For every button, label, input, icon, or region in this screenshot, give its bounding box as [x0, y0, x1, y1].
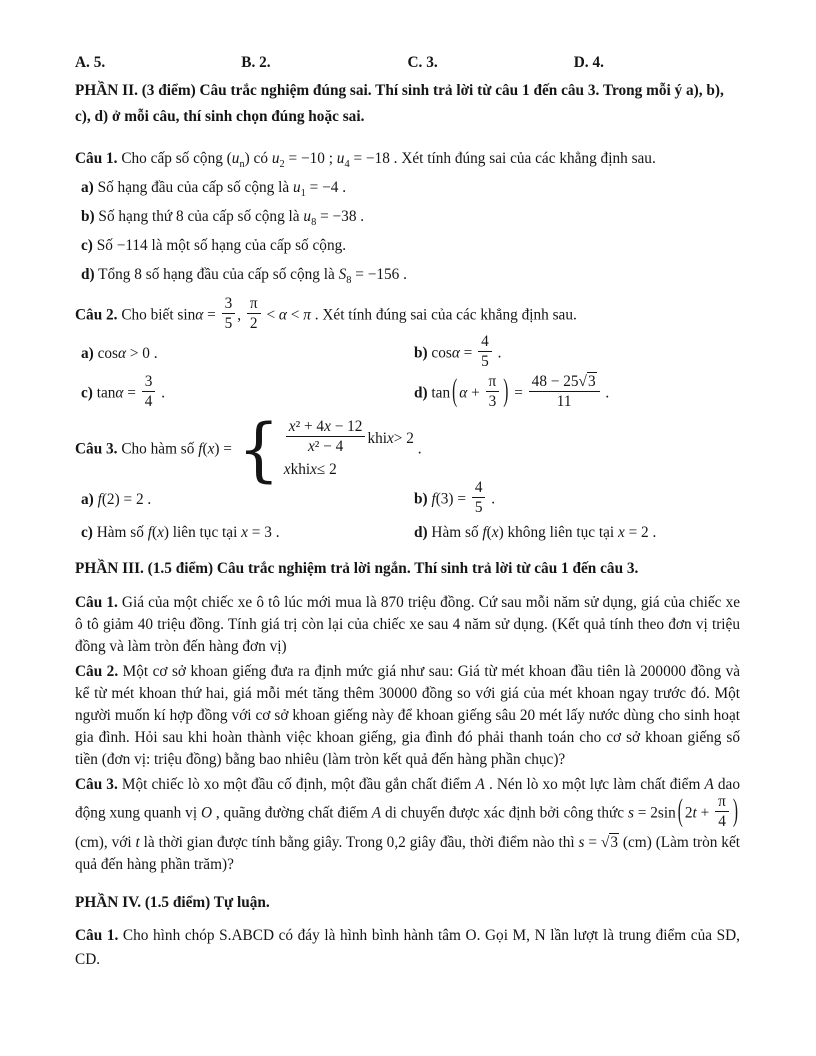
text-run: = −38 .: [316, 208, 365, 225]
text-run: π: [718, 793, 726, 810]
text-run: Cho hình chóp S.ABCD có đáy là hình bình hành tâm O. Gọi M, N lần lượt là trung điểm của SD, CD.: [75, 927, 741, 968]
radical-icon: √: [600, 834, 610, 851]
text-run: (: [202, 440, 208, 458]
math-italic-run: f: [431, 490, 436, 508]
math-italic-run: x: [617, 524, 625, 541]
text-run: di chuyển được xác định bởi công thức: [381, 804, 628, 822]
text-run: .: [413, 440, 422, 458]
math-sqrt: [579, 372, 597, 390]
text-run: tan: [427, 384, 451, 402]
part2-q3-options-cd: [81, 520, 740, 546]
text-run: Một cơ sở khoan giếng đưa ra định mức giá như sau: Giá từ mét khoan đầu tiên là 200000 đồng và kể từ mét khoan thứ hai, giá mỗi mét tăng thêm 30000 đồng so với giá của mét khoan ngay trước đó. Một người muốn kí hợp đồng với cơ sở khoan giếng này để khoan giếng sâu 20 mét lấy nước dùng cho sinh hoạt gia đình. Hỏi sau khi hoàn thành việc khoan giếng, gia đình đó phải thanh toán cho cơ sở khoan giếng số tiền (đơn vị: triệu đồng) bằng bao nhiêu (làm tròn kết quả đến hàng phần chục)?: [75, 663, 741, 768]
text-run: = 2sin: [633, 804, 676, 822]
text-run: > 0 .: [126, 345, 158, 362]
math-italic-run: x: [241, 524, 248, 541]
part2-q2-intro: [75, 295, 740, 334]
bold-text-run: Câu 1.: [75, 594, 118, 611]
text-run: Cho biết sin: [117, 306, 196, 324]
math-italic-run: f: [482, 524, 487, 541]
part2-q1-option-b: [81, 204, 740, 230]
curly-brace-icon: {: [237, 409, 280, 490]
text-run: =: [123, 384, 140, 402]
bold-text-run: d): [81, 266, 95, 283]
fraction-numerator: [286, 419, 366, 437]
math-subscript: n: [239, 159, 245, 171]
text-run: =: [459, 344, 477, 362]
bold-text-run: d): [414, 384, 428, 402]
piecewise-case-1: [284, 417, 414, 457]
math-italic-run: α: [451, 344, 460, 362]
math-italic-run: s: [578, 834, 585, 851]
text-run: = −156 .: [351, 266, 407, 283]
text-run: ) có: [244, 150, 272, 167]
text-run: <: [286, 306, 304, 324]
text-run: = 2 .: [624, 524, 657, 541]
text-run: .: [487, 490, 496, 508]
text-run: 2: [249, 315, 258, 332]
fraction-denominator: [715, 812, 729, 830]
fraction-denominator: [142, 392, 156, 410]
math-fraction: [472, 480, 486, 516]
fraction-denominator: [486, 392, 500, 410]
part2-q2-options: [81, 333, 740, 412]
text-run: là thời gian được tính bằng giây. Trong 0,2 giây đầu, thời điểm nào thì: [139, 834, 579, 851]
bold-text-run: b): [414, 344, 428, 362]
text-run: 48 − 25: [531, 373, 579, 390]
math-italic-run: s: [627, 804, 634, 822]
fraction-numerator: [715, 794, 729, 812]
text-run: ) không liên tục tại: [498, 524, 618, 541]
text-run: 5: [474, 499, 483, 516]
bold-text-run: b): [81, 208, 95, 225]
text-run: Số −114 là một số hạng của cấp số cộng.: [92, 237, 347, 254]
math-italic-run: O: [200, 804, 212, 822]
fraction-numerator: [222, 296, 236, 314]
fraction-numerator: [529, 374, 600, 392]
text-run: +: [696, 804, 714, 822]
fraction-denominator: [286, 437, 366, 455]
part2-q3-option-a: [81, 487, 414, 513]
math-italic-run: u: [231, 150, 240, 167]
fraction-numerator: [247, 296, 261, 314]
answer-option-b: B. 2.: [241, 54, 271, 71]
math-italic-run: α: [459, 384, 468, 402]
answer-options-row: [75, 50, 740, 76]
math-italic-run: α: [195, 306, 204, 324]
text-run: ≤ 2: [316, 460, 337, 478]
text-run: (3) =: [435, 490, 470, 508]
text-run: tan: [92, 384, 116, 402]
text-run: <: [262, 306, 279, 324]
text-run: Cho hàm số: [117, 440, 199, 458]
fraction-denominator: [529, 392, 600, 410]
text-run: 4: [481, 333, 489, 350]
answer-option-c: C. 3.: [407, 54, 438, 71]
math-italic-run: α: [278, 306, 287, 324]
bold-text-run: c): [81, 237, 93, 254]
text-run: Hàm số: [92, 524, 148, 541]
text-run: π: [488, 373, 497, 390]
part2-header: PHẦN II. (3 điểm) Câu trắc nghiệm đúng sai. Thí sinh trả lời từ câu 1 đến câu 3. Trong mỗi ý a), b), c), d) ở mỗi câu, thí sinh chọn đúng hoặc sai.: [75, 82, 724, 125]
math-italic-run: x: [310, 460, 317, 478]
part4-header: PHẦN IV. (1.5 điểm) Tự luận.: [75, 894, 270, 911]
math-italic-run: π: [303, 306, 311, 324]
math-subscript: 1: [300, 188, 306, 200]
text-run: Số hạng thứ 8 của cấp số cộng là: [94, 208, 304, 225]
math-italic-run: t: [692, 804, 697, 822]
fraction-numerator: [486, 374, 500, 392]
text-run: =: [203, 306, 220, 324]
bold-text-run: Câu 3.: [75, 440, 118, 458]
bold-text-run: Câu 1.: [75, 150, 118, 167]
text-run: 11: [556, 393, 572, 410]
text-run: Tổng 8 số hạng đầu của cấp số cộng là: [94, 266, 339, 283]
text-run: ,: [237, 306, 245, 324]
text-run: 3: [144, 373, 153, 390]
text-run: 4: [144, 393, 153, 410]
math-fraction: [247, 296, 261, 332]
radical-icon: √: [578, 373, 587, 390]
math-italic-run: f: [147, 524, 152, 541]
text-run: dao động xung quanh vị: [75, 776, 740, 822]
math-fraction: [715, 794, 729, 830]
part2-q1-option-c: [81, 233, 740, 259]
text-run: 4: [474, 479, 483, 496]
math-italic-run: u: [336, 150, 345, 167]
math-subscript: 8: [311, 217, 317, 229]
fraction-numerator: [478, 334, 492, 352]
big-paren: ): [732, 793, 738, 829]
text-run: , quãng đường chất điểm: [212, 804, 372, 822]
math-sqrt: [601, 833, 619, 851]
text-run: Cho cấp số cộng (: [117, 150, 232, 167]
text-run: . Nén lò xo một lực làm chất điểm: [484, 776, 705, 793]
text-run: =: [584, 834, 601, 851]
piecewise-function: [237, 409, 414, 490]
math-italic-run: α: [117, 345, 126, 362]
math-italic-run: A: [371, 804, 382, 822]
math-subscript: 2: [279, 159, 285, 171]
math-italic-run: u: [271, 150, 280, 167]
text-run: khi: [367, 429, 387, 447]
math-italic-run: x: [157, 524, 164, 541]
bold-text-run: c): [81, 524, 93, 541]
part2-q2-option-a: [81, 341, 414, 367]
part2-q2-option-c: [81, 373, 414, 412]
bold-text-run: b): [414, 490, 428, 508]
part2-q1-option-a: [81, 175, 740, 201]
radicand: 3: [610, 834, 618, 851]
math-fraction: [142, 374, 156, 410]
math-italic-run: f: [198, 440, 203, 458]
math-italic-run: x: [207, 440, 215, 458]
text-run: = −10 ;: [284, 150, 337, 167]
math-subscript: 4: [344, 159, 350, 171]
bold-text-run: Câu 2.: [75, 663, 119, 680]
math-fraction: [286, 419, 366, 455]
text-run: khi: [290, 460, 311, 478]
bold-text-run: Câu 2.: [75, 306, 118, 324]
text-run: (: [486, 524, 492, 541]
text-run: ) liên tục tại: [163, 524, 242, 541]
math-italic-run: A: [704, 776, 714, 793]
math-subscript: 8: [346, 275, 352, 287]
fraction-denominator: [472, 498, 486, 516]
answer-option-d: D. 4.: [573, 54, 604, 71]
text-run: Một chiếc lò xo một đầu cố định, một đầu gắn chất điểm: [117, 776, 476, 793]
math-fraction: [222, 296, 236, 332]
bold-text-run: c): [81, 384, 93, 402]
text-run: cos: [93, 345, 118, 362]
text-run: = −18 . Xét tính đúng sai của các khẳng định sau.: [349, 150, 656, 167]
part3-header: PHẦN III. (1.5 điểm) Câu trắc nghiệm trả lời ngắn. Thí sinh trả lời từ câu 1 đến câu 3.: [75, 560, 639, 577]
math-fraction: [486, 374, 500, 410]
text-run: 5: [481, 353, 489, 370]
text-run: 3: [224, 295, 233, 312]
part2-q3-option-b: [414, 479, 740, 518]
math-italic-run: x: [288, 417, 296, 435]
text-run: .: [493, 344, 502, 362]
fraction-denominator: [478, 352, 492, 370]
fraction-denominator: [247, 314, 261, 332]
piecewise-cases: [283, 417, 414, 480]
math-italic-run: x: [387, 429, 394, 447]
math-italic-run: x: [324, 417, 331, 435]
part2-q3-option-c: [81, 520, 414, 546]
text-run: > 2: [393, 429, 414, 447]
big-paren: ): [503, 373, 509, 409]
text-run: (cm), với: [75, 834, 136, 851]
math-italic-run: S: [338, 266, 347, 283]
text-run: ) =: [214, 440, 236, 458]
piecewise-case-2: [284, 460, 337, 480]
math-italic-run: u: [303, 208, 312, 225]
text-run: 3: [488, 393, 497, 410]
text-run: 4: [718, 813, 726, 830]
part3-q3: [75, 774, 740, 876]
bold-text-run: a): [81, 179, 94, 196]
text-run: 2: [684, 804, 693, 822]
part2-q3-intro: [75, 409, 740, 490]
text-run: (2) = 2 .: [101, 491, 152, 508]
part2-q3-options-ab: [81, 479, 740, 518]
math-italic-run: x: [307, 437, 315, 455]
fraction-denominator: [222, 314, 236, 332]
bold-text-run: Câu 3.: [75, 776, 118, 793]
text-run: = 3 .: [247, 524, 280, 541]
big-paren: (: [452, 373, 458, 409]
text-run: .: [601, 384, 610, 402]
text-run: = −4 .: [305, 179, 347, 196]
text-run: 5: [224, 315, 233, 332]
math-fraction: [478, 334, 492, 370]
bold-text-run: a): [81, 491, 94, 508]
text-run: (cm) (Làm tròn kết quả đến hàng phần trăm)?: [75, 834, 740, 873]
fraction-numerator: [472, 480, 486, 498]
big-paren: (: [677, 793, 683, 829]
math-fraction: [529, 374, 600, 410]
math-italic-run: A: [475, 776, 485, 793]
text-run: π: [249, 295, 258, 312]
text-run: .: [157, 384, 166, 402]
answer-option-a: A. 5.: [75, 54, 106, 71]
part4-q1: [75, 924, 740, 972]
part2-q3-option-d: [414, 520, 740, 546]
text-run: cos: [427, 344, 452, 362]
math-italic-run: t: [135, 834, 140, 851]
text-run: ² − 4: [314, 437, 344, 455]
part2-q2-option-b: [414, 333, 740, 372]
text-run: Giá của một chiếc xe ô tô lúc mới mua là 870 triệu đồng. Cứ sau mỗi năm sử dụng, giá của chiếc xe ô tô giảm 40 triệu đồng. Tính giá trị còn lại của chiếc xe sau 4 năm sử dụng. (Kết quả tính theo đơn vị triệu đồng và làm tròn đến hàng đơn vị): [75, 594, 741, 655]
radicand: 3: [587, 373, 596, 390]
math-italic-run: f: [97, 491, 102, 508]
math-italic-run: x: [283, 460, 291, 478]
text-run: Số hạng đầu của cấp số cộng là: [93, 179, 293, 196]
math-italic-run: α: [115, 384, 124, 402]
bold-text-run: d): [414, 524, 428, 541]
part2-q2-option-d: [414, 373, 740, 412]
part2-q1-option-d: [81, 262, 740, 288]
text-run: (: [151, 524, 158, 541]
text-run: Hàm số: [427, 524, 483, 541]
bold-text-run: a): [81, 345, 94, 362]
text-run: ² + 4: [295, 417, 325, 435]
bold-text-run: Câu 1.: [75, 927, 119, 944]
fraction-numerator: [142, 374, 156, 392]
text-run: +: [467, 384, 484, 402]
text-run: − 12: [330, 417, 363, 435]
math-italic-run: x: [491, 524, 499, 541]
part3-q2: [75, 661, 740, 771]
part2-q1-intro: [75, 146, 740, 172]
math-italic-run: u: [292, 179, 301, 196]
part3-q1: [75, 592, 740, 658]
text-run: . Xét tính đúng sai của các khẳng định sau.: [310, 306, 577, 324]
text-run: =: [510, 384, 527, 402]
